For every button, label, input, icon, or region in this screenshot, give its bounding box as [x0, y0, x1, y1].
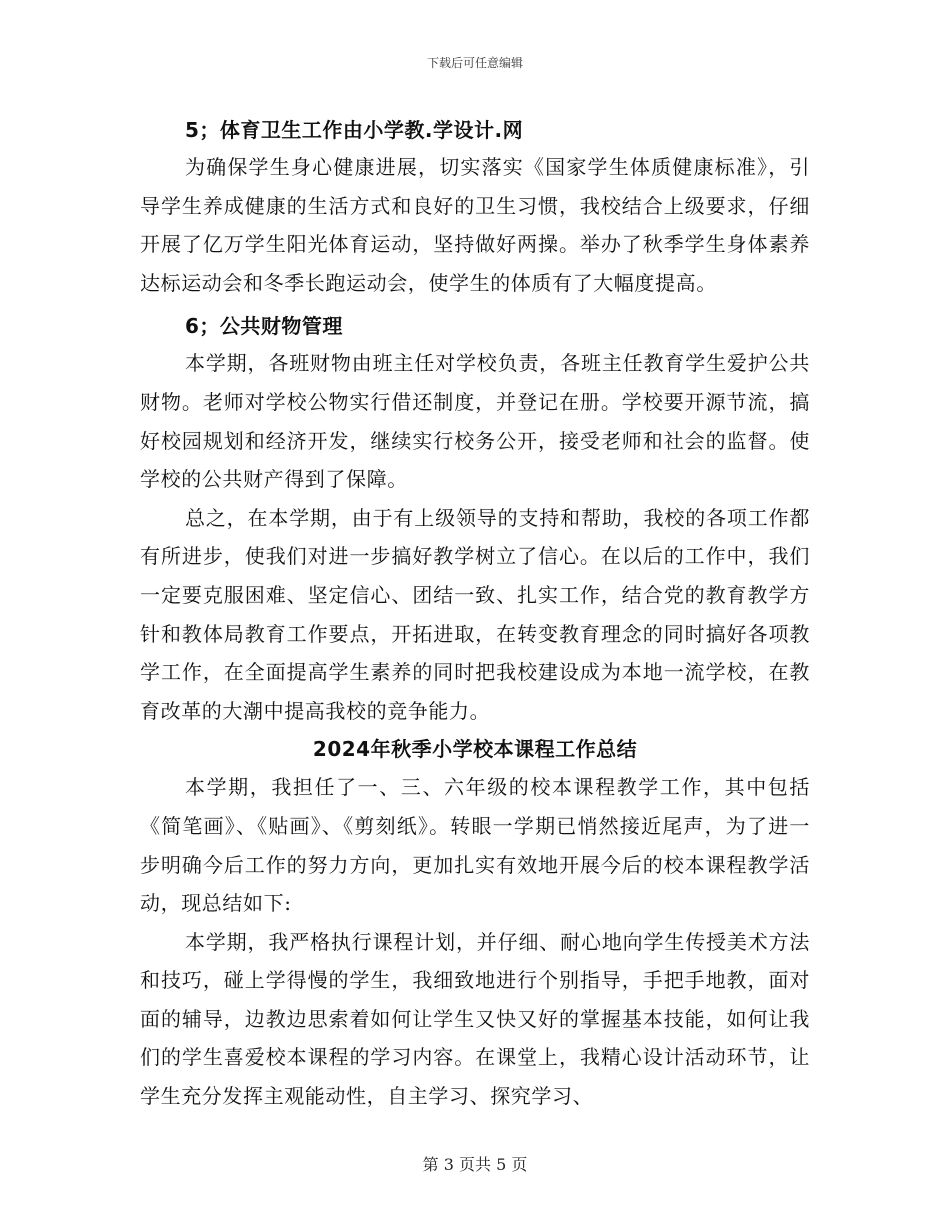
section-6-paragraph: 本学期，各班财物由班主任对学校负责，各班主任教育学生爱护公共财物。老师对学校公物实行借还制度，并登记在册。学校要开源节流，搞好校园规划和经济开发，继续实行校务公开，接受老师和社会的监督。使学校的公共财产得到了保障。: [140, 351, 810, 492]
summary-paragraph: 总之，在本学期，由于有上级领导的支持和帮助，我校的各项工作都有所进步，使我们对进一步搞好教学树立了信心。在以后的工作中，我们一定要克服困难、坚定信心、团结一致、扎实工作，结合党的教育教学方针和教体局教育工作要点，开拓进取，在转变教育理念的同时搞好各项教学工作，在全面提高学生素养的同时把我校建设成为本地一流学校，在教育改革的大潮中提高我校的竞争能力。: [140, 505, 810, 723]
section-6-heading: 6；公共财物管理: [185, 314, 343, 339]
header-note: 下载后可任意编辑: [426, 56, 523, 70]
document-body: [140, 112, 810, 1116]
page-footer: 第 3 页共 5 页: [422, 1155, 528, 1174]
second-doc-paragraph-1: 本学期，我担任了一、三、六年级的校本课程教学工作，其中包括《简笔画》、《贴画》、《剪刻纸》。转眼一学期已悄然接近尾声，为了进一步明确今后工作的努力方向，更加扎实有效地开展今后的校本课程教学活动，现总结如下:: [140, 775, 810, 916]
second-doc-paragraph-2: 本学期，我严格执行课程计划，并仔细、耐心地向学生传授美术方法和技巧，碰上学得慢的学生，我细致地进行个别指导，手把手地教，面对面的辅导，边教边思索着如何让学生又快又好的掌握基本技能，如何让我们的学生喜爱校本课程的学习内容。在课堂上，我精心设计活动环节，让学生充分发挥主观能动性，自主学习、探究学习、: [140, 929, 810, 1109]
second-document-title: 2024年秋季小学校本课程工作总结: [312, 737, 638, 762]
section-5-paragraph: 为确保学生身心健康进展，切实落实《国家学生体质健康标准》，引导学生养成健康的生活方式和良好的卫生习惯，我校结合上级要求，仔细开展了亿万学生阳光体育运动，坚持做好两操。举办了秋季学生身体素养达标运动会和冬季长跑运动会，使学生的体质有了大幅度提高。: [140, 155, 810, 295]
section-5-heading: 5；体育卫生工作由小学教.学设计.网: [185, 118, 524, 142]
